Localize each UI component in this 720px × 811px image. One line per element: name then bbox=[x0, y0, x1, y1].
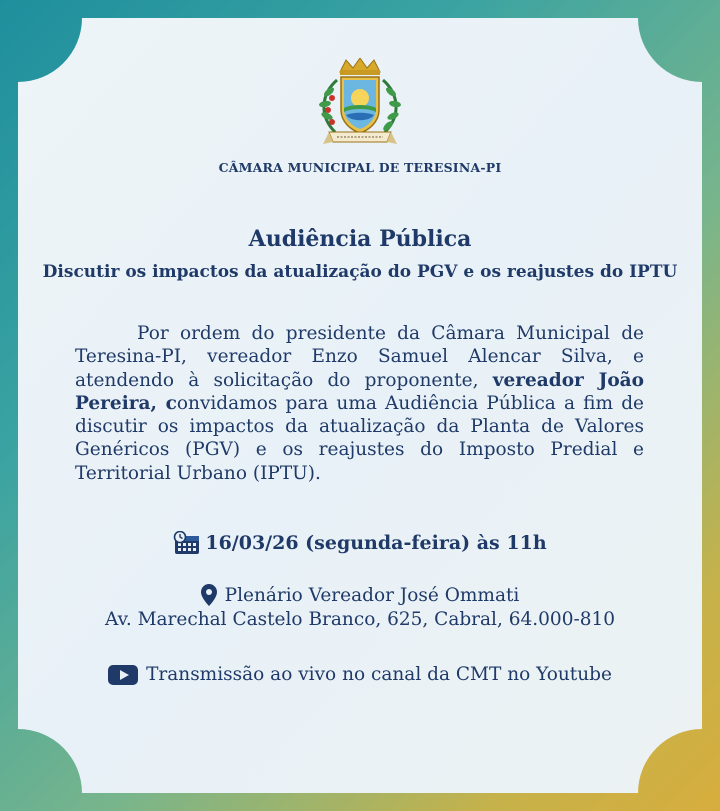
event-place bbox=[0, 584, 720, 606]
paragraph-part-1: Por ordem do presidente da Câmara Municipal de Teresina-PI, vereador Enzo Samuel Alencar Silva, e atendendo à solicitação do proponente, bbox=[75, 323, 644, 391]
event-address: Av. Marechal Castelo Branco, 625, Cabral, 64.000-810 bbox=[104, 609, 616, 630]
youtube-play-icon bbox=[108, 665, 138, 685]
event-date-text: 16/03/26 (segunda-feira) às 11h bbox=[205, 532, 547, 554]
event-place-text: Plenário Vereador José Ommati bbox=[224, 584, 520, 606]
invitation-paragraph bbox=[75, 322, 644, 485]
event-date bbox=[0, 531, 720, 555]
coat-of-arms-emblem bbox=[313, 58, 407, 150]
stream-info-text: Transmissão ao vivo no canal da CMT no Youtube bbox=[146, 664, 612, 685]
event-title: Audiência Pública bbox=[248, 226, 472, 252]
paragraph-part-2: onvidamos para uma Audiência Pública a fim de discutir os impactos da atualização da Planta de Valores Genéricos (PGV) e os reajustes do Imposto Predial e Territorial Urbano (IPTU). bbox=[75, 392, 645, 484]
proponent-name: vereador João Pereira, c bbox=[75, 369, 645, 414]
calendar-clock-icon bbox=[173, 531, 201, 555]
map-pin-icon bbox=[201, 584, 217, 606]
event-subtitle: Discutir os impactos da atualização do PGV e os reajustes do IPTU bbox=[42, 262, 678, 282]
stream-info bbox=[0, 664, 720, 685]
institution-name: CÂMARA MUNICIPAL DE TERESINA-PI bbox=[218, 160, 502, 175]
